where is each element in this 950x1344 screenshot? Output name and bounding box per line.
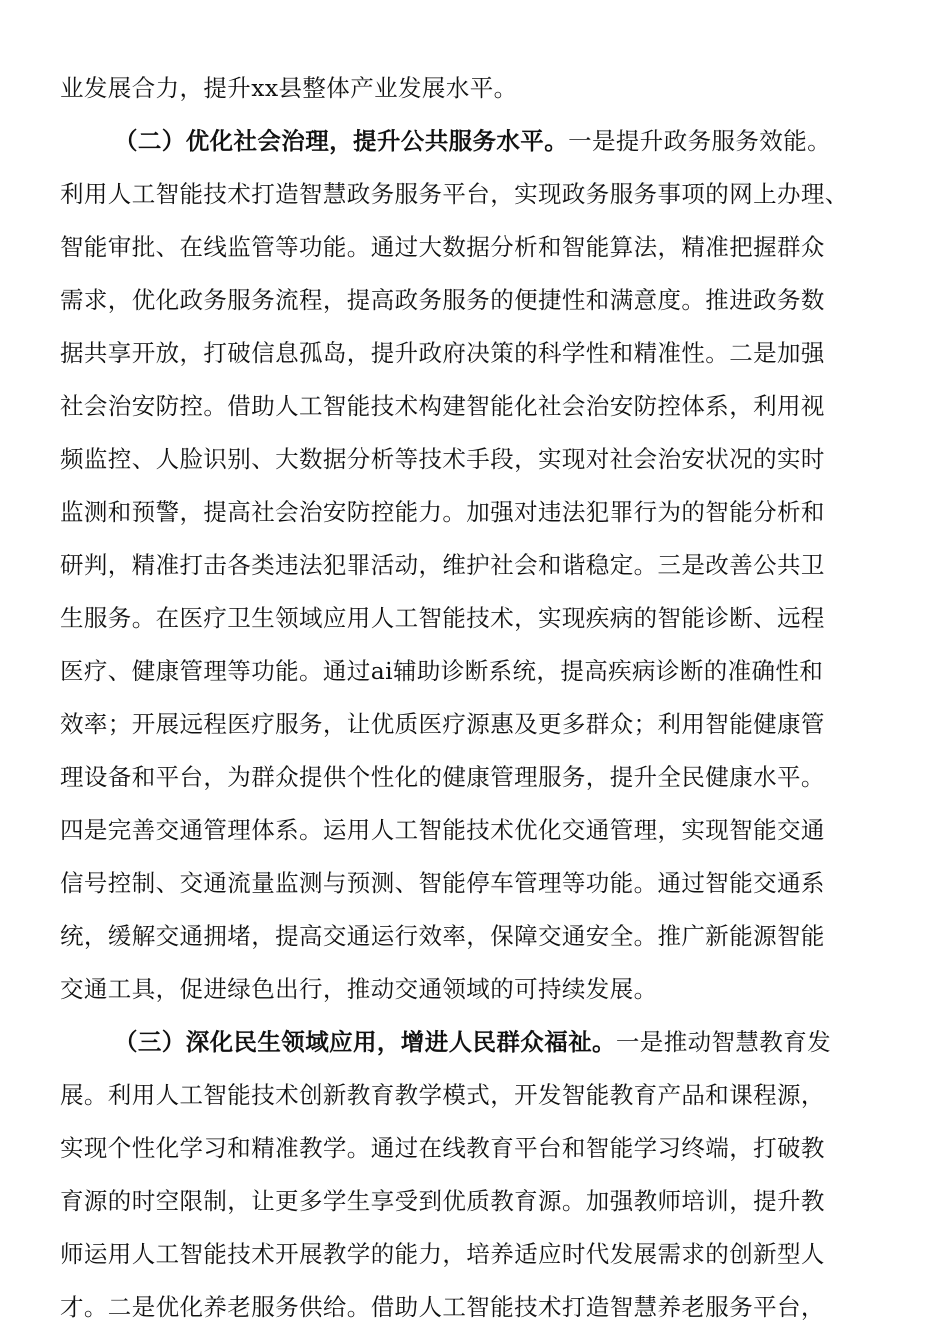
- text-line: 信号控制、交通流量监测与预测、智能停车管理等功能。通过智能交通系: [60, 869, 825, 897]
- text-line: 展。利用人工智能技术创新教育教学模式，开发智能教育产品和课程源，: [60, 1081, 825, 1109]
- text-line: 统，缓解交通拥堵，提高交通运行效率，保障交通安全。推广新能源智能: [60, 922, 825, 950]
- text-line: 四是完善交通管理体系。运用人工智能技术优化交通管理，实现智能交通: [60, 816, 825, 844]
- section-2-lead: 一是提升政务服务效能。: [568, 127, 832, 155]
- text-line: 实现个性化学习和精准教学。通过在线教育平台和智能学习终端，打破教: [60, 1134, 825, 1162]
- section-2-first-line: [60, 115, 880, 168]
- text-line: 需求，优化政务服务流程，提高政务服务的便捷性和满意度。推进政务数: [60, 286, 825, 314]
- text-line: 业发展合力，提升xx县整体产业发展水平。: [60, 74, 518, 102]
- text-line: 生服务。在医疗卫生领域应用人工智能技术，实现疾病的智能诊断、远程: [60, 604, 825, 632]
- text-line: 据共享开放，打破信息孤岛，提升政府决策的科学性和精准性。二是加强: [60, 339, 825, 367]
- text-line: 监测和预警，提高社会治安防控能力。加强对违法犯罪行为的智能分析和: [60, 498, 825, 526]
- text-line: 育源的时空限制，让更多学生享受到优质教育源。加强教师培训，提升教: [60, 1187, 825, 1215]
- text-line: 交通工具，促进绿色出行，推动交通领域的可持续发展。: [60, 975, 658, 1003]
- section-3-lead: 一是推动智慧教育发: [615, 1028, 832, 1056]
- text-line: 医疗、健康管理等功能。通过ai辅助诊断系统，提高疾病诊断的准确性和: [60, 657, 824, 685]
- text-line: 社会治安防控。借助人工智能技术构建智能化社会治安防控体系，利用视: [60, 392, 825, 420]
- text-line: 利用人工智能技术打造智慧政务服务平台，实现政务服务事项的网上办理、: [60, 180, 849, 208]
- text-line: 才。二是优化养老服务供给。借助人工智能技术打造智慧养老服务平台，: [60, 1293, 825, 1321]
- text-line: 研判，精准打击各类违法犯罪活动，维护社会和谐稳定。三是改善公共卫: [60, 551, 825, 579]
- section-3-first-line: [60, 1016, 880, 1069]
- text-line: 智能审批、在线监管等功能。通过大数据分析和智能算法，精准把握群众: [60, 233, 825, 261]
- text-line: 频监控、人脸识别、大数据分析等技术手段，实现对社会治安状况的实时: [60, 445, 825, 473]
- section-2-heading: （二）优化社会治理，提升公共服务水平。: [114, 127, 569, 155]
- text-line: 理设备和平台，为群众提供个性化的健康管理服务，提升全民健康水平。: [60, 763, 825, 791]
- document-body: [60, 62, 880, 1334]
- text-line: 效率；开展远程医疗服务，让优质医疗源惠及更多群众；利用智能健康管: [60, 710, 825, 738]
- section-3-heading: （三）深化民生领域应用，增进人民群众福祉。: [114, 1028, 616, 1056]
- text-line: 师运用人工智能技术开展教学的能力，培养适应时代发展需求的创新型人: [60, 1240, 825, 1268]
